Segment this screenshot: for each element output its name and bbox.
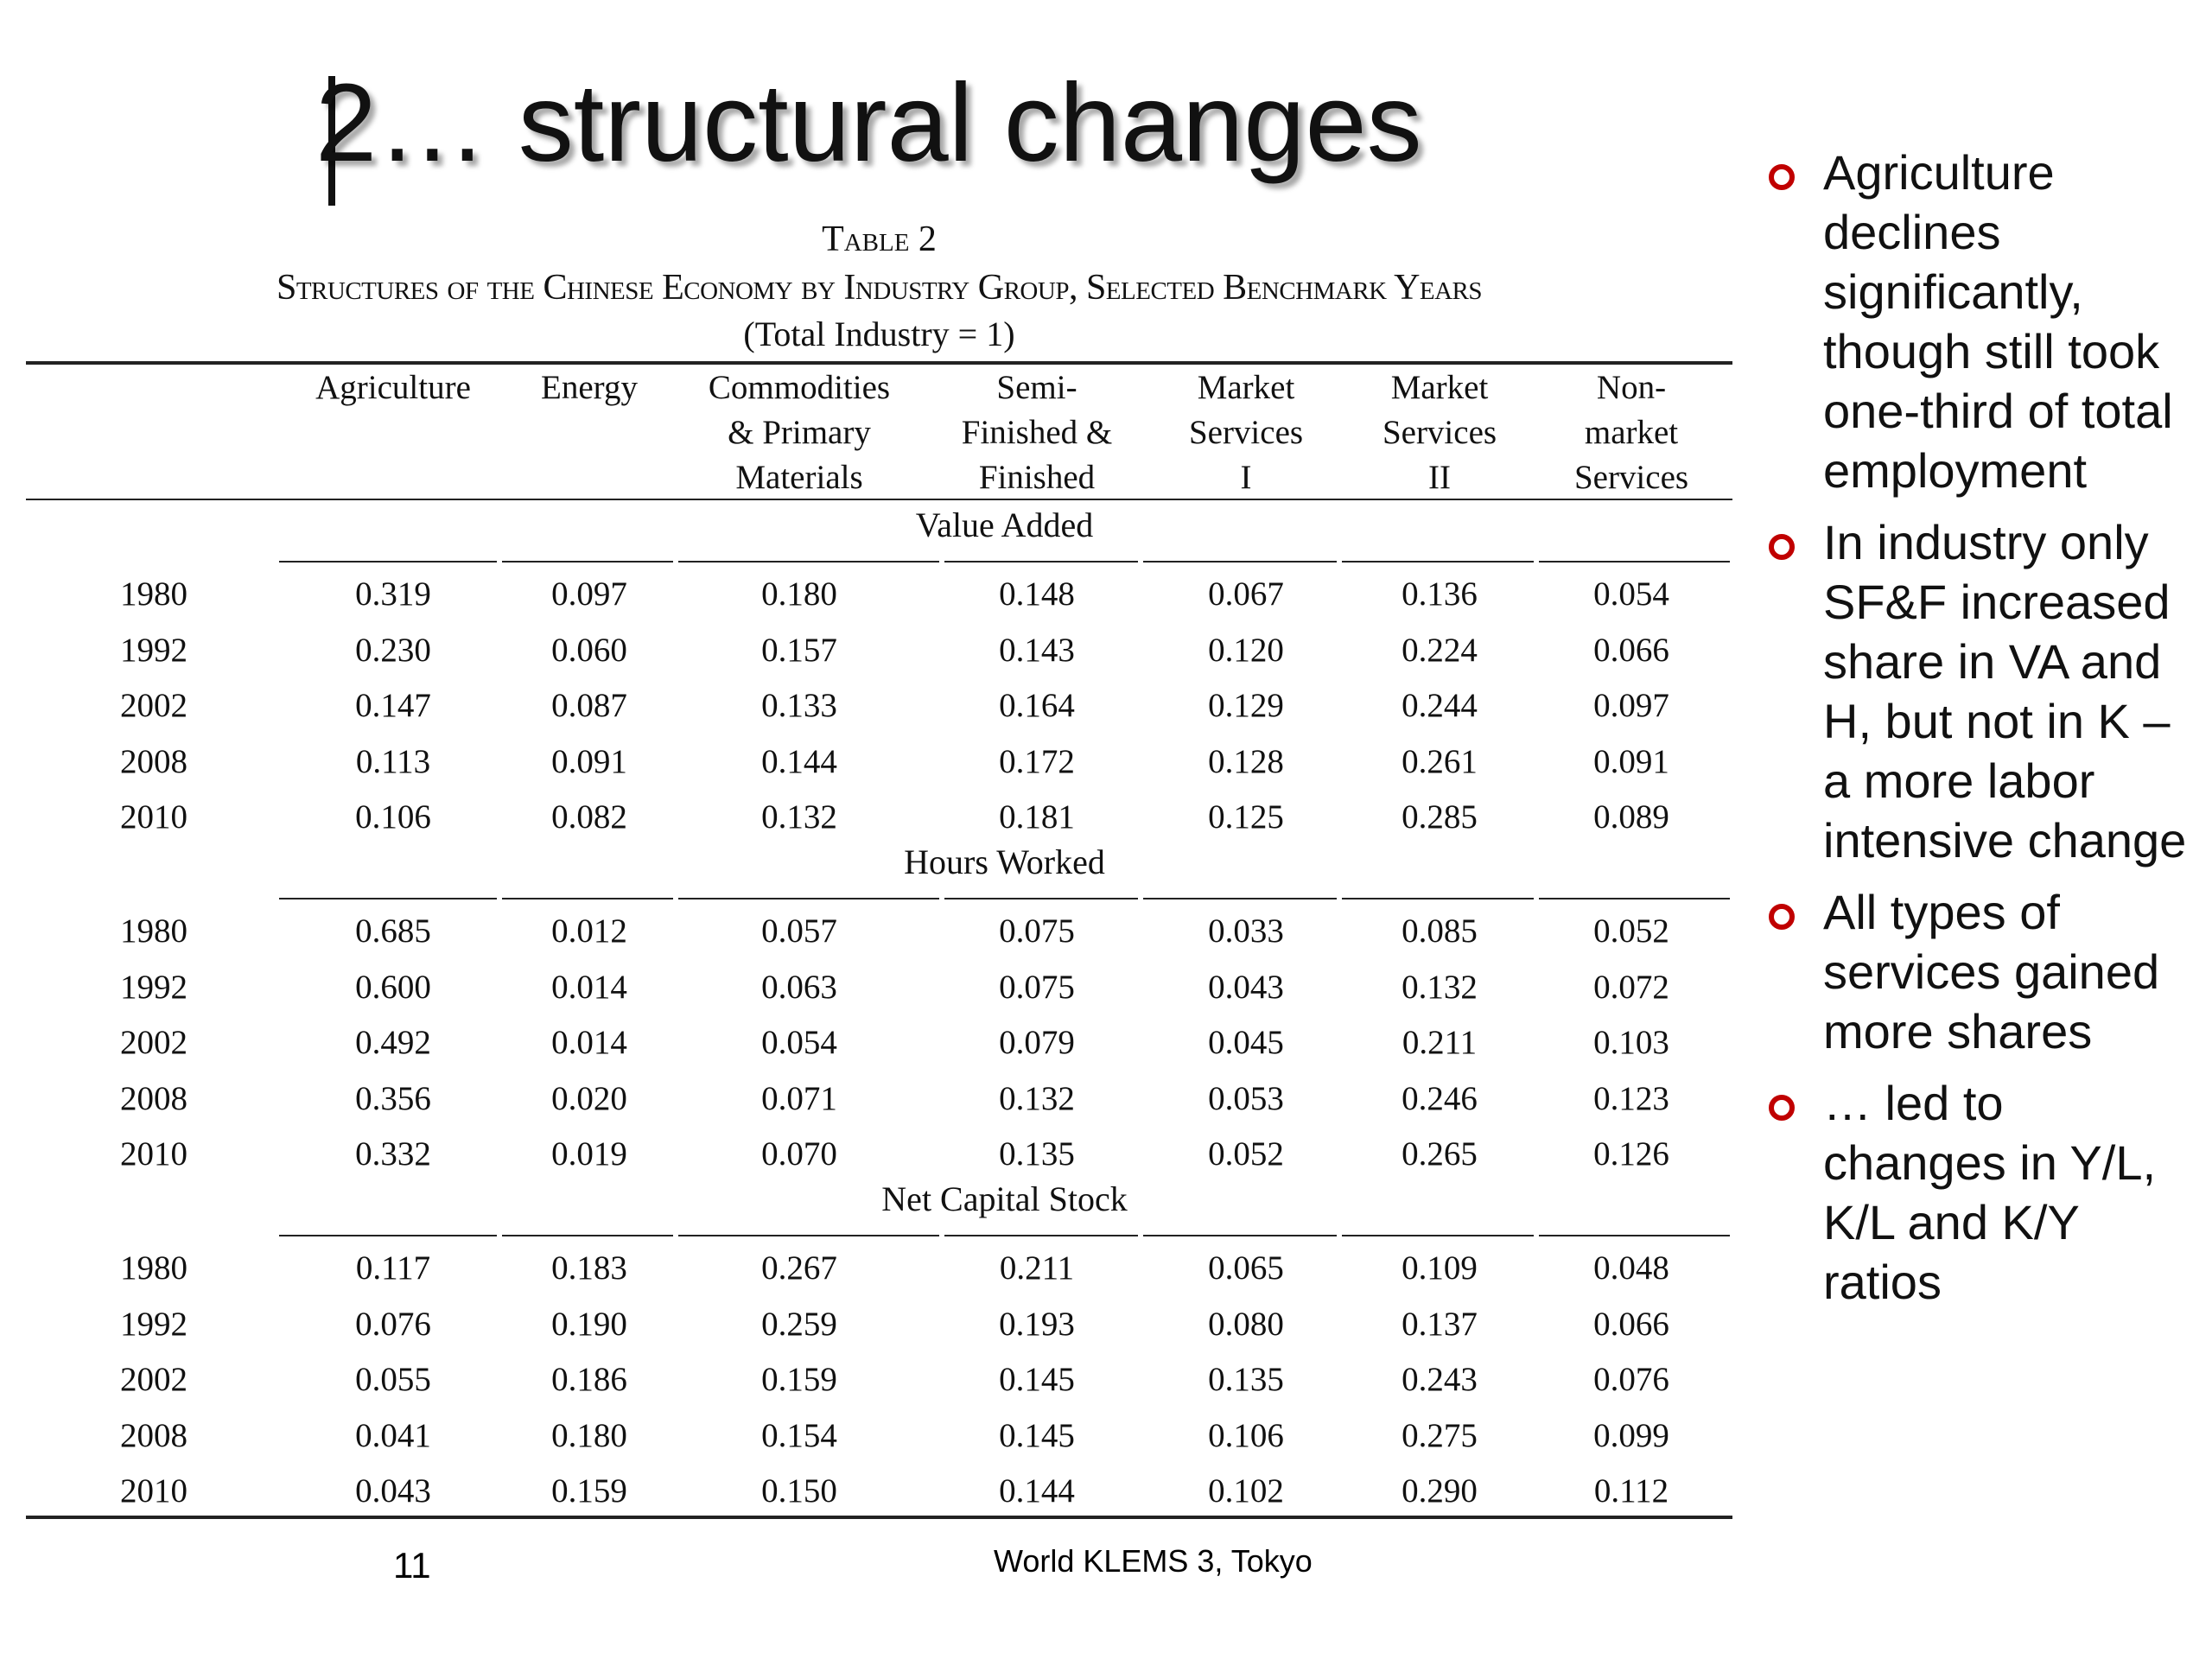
section-rule-segment — [944, 1235, 1138, 1236]
table-cell: 0.112 — [1593, 1472, 1669, 1510]
column-header — [1502, 365, 1761, 500]
table-cell: 0.145 — [999, 1361, 1075, 1398]
table-cell: 0.290 — [1402, 1472, 1478, 1510]
table-cell: 0.067 — [1208, 575, 1284, 613]
table-cell: 0.230 — [355, 631, 431, 669]
column-header-line: Services — [1188, 414, 1304, 451]
table-cell: 0.190 — [551, 1305, 627, 1343]
table-cell: 0.071 — [761, 1079, 837, 1117]
bullet-item — [1767, 512, 2199, 870]
column-header-line: I — [1240, 459, 1252, 496]
row-year: 1980 — [120, 1249, 188, 1287]
section-rule-segment — [502, 561, 673, 563]
circle-bullet-icon — [1769, 164, 1795, 190]
bullet-text: Agriculture declines significantly, though still took one-third of total employment — [1823, 145, 2173, 498]
table-cell: 0.211 — [999, 1249, 1075, 1287]
section-rule-segment — [1539, 1235, 1730, 1236]
table-cell: 0.080 — [1208, 1305, 1284, 1343]
row-year: 2002 — [120, 687, 188, 724]
table-cell: 0.060 — [551, 631, 627, 669]
column-header-line: Services — [1382, 414, 1497, 451]
section-rule-segment — [1342, 1235, 1534, 1236]
section-rule-segment — [279, 898, 497, 899]
column-header-line: Finished — [978, 459, 1096, 496]
table-cell: 0.014 — [551, 968, 627, 1006]
row-year: 1980 — [120, 575, 188, 613]
section-rule-segment — [944, 561, 1138, 563]
table-top-rule — [26, 361, 1732, 365]
column-header-line: Materials — [735, 459, 863, 496]
table-cell: 0.091 — [551, 742, 627, 780]
table-cell: 0.180 — [551, 1416, 627, 1454]
table-cell: 0.075 — [999, 968, 1075, 1006]
table-cell: 0.157 — [761, 631, 837, 669]
table-caption: Structures of the Chinese Economy by Industry Group, Selected Benchmark Years — [276, 268, 1483, 308]
table-cell: 0.150 — [761, 1472, 837, 1510]
table-cell: 0.164 — [999, 687, 1075, 724]
table-cell: 0.089 — [1593, 798, 1669, 836]
section-rule-segment — [279, 561, 497, 563]
table-cell: 0.082 — [551, 798, 627, 836]
table-cell: 0.244 — [1402, 687, 1478, 724]
section-rule-segment — [1143, 561, 1337, 563]
column-header-line: Finished & — [961, 414, 1113, 451]
column-header-line: Commodities — [708, 369, 891, 406]
section-label: Hours Worked — [904, 842, 1105, 881]
table-cell: 0.070 — [761, 1135, 837, 1173]
table-cell: 0.097 — [1593, 687, 1669, 724]
circle-bullet-icon — [1769, 534, 1795, 560]
table-cell: 0.123 — [1593, 1079, 1669, 1117]
row-year: 2008 — [120, 1416, 188, 1454]
circle-bullet-icon — [1769, 904, 1795, 930]
bullet-list — [1767, 143, 2199, 1324]
table-cell: 0.053 — [1208, 1079, 1284, 1117]
section-rule-segment — [279, 1235, 497, 1236]
section-rule-segment — [1539, 898, 1730, 899]
table-cell: 0.033 — [1208, 912, 1284, 950]
table-cell: 0.014 — [551, 1024, 627, 1061]
row-year: 2008 — [120, 1079, 188, 1117]
table-bottom-rule — [26, 1516, 1732, 1519]
table-cell: 0.211 — [1402, 1024, 1478, 1061]
table-cell: 0.135 — [1208, 1361, 1284, 1398]
table-cell: 0.492 — [355, 1024, 431, 1061]
table-cell: 0.129 — [1208, 687, 1284, 724]
table-cell: 0.154 — [761, 1416, 837, 1454]
row-year: 2002 — [120, 1361, 188, 1398]
section-rule-segment — [1342, 561, 1534, 563]
slide-title: 2… structural changes — [315, 61, 1422, 185]
table-cell: 0.133 — [761, 687, 837, 724]
section-label: Net Capital Stock — [881, 1179, 1128, 1218]
table-cell: 0.600 — [355, 968, 431, 1006]
table-cell: 0.085 — [1402, 912, 1478, 950]
bullet-text: All types of services gained more shares — [1823, 885, 2160, 1058]
table-cell: 0.120 — [1208, 631, 1284, 669]
row-year: 1980 — [120, 912, 188, 950]
table-cell: 0.137 — [1402, 1305, 1478, 1343]
table-name: Table 2 — [822, 219, 937, 259]
column-header-line: Services — [1573, 459, 1689, 496]
table-cell: 0.066 — [1593, 631, 1669, 669]
table-cell: 0.685 — [355, 912, 431, 950]
table-cell: 0.132 — [999, 1079, 1075, 1117]
section-rule-segment — [1143, 898, 1337, 899]
bullet-text: … led to changes in Y/L, K/L and K/Y ratios — [1823, 1076, 2157, 1309]
table-cell: 0.259 — [761, 1305, 837, 1343]
table-cell: 0.076 — [355, 1305, 431, 1343]
table-cell: 0.265 — [1402, 1135, 1478, 1173]
table-cell: 0.180 — [761, 575, 837, 613]
section-rule-segment — [944, 898, 1138, 899]
section-rule-segment — [1143, 1235, 1337, 1236]
column-header-line: Semi- — [996, 369, 1077, 406]
table-cell: 0.087 — [551, 687, 627, 724]
column-header-line: Market — [1390, 369, 1489, 406]
row-year: 1992 — [120, 1305, 188, 1343]
table-cell: 0.159 — [551, 1472, 627, 1510]
table-cell: 0.048 — [1593, 1249, 1669, 1287]
table-cell: 0.319 — [355, 575, 431, 613]
table-cell: 0.132 — [761, 798, 837, 836]
bullet-item — [1767, 882, 2199, 1061]
row-year: 1992 — [120, 968, 188, 1006]
table-cell: 0.183 — [551, 1249, 627, 1287]
table-cell: 0.181 — [999, 798, 1075, 836]
column-header-line: Market — [1197, 369, 1295, 406]
section-rule-segment — [1342, 898, 1534, 899]
table-cell: 0.066 — [1593, 1305, 1669, 1343]
table-cell: 0.063 — [761, 968, 837, 1006]
table-cell: 0.055 — [355, 1361, 431, 1398]
table-cell: 0.186 — [551, 1361, 627, 1398]
table-cell: 0.012 — [551, 912, 627, 950]
table-cell: 0.243 — [1402, 1361, 1478, 1398]
table-cell: 0.076 — [1593, 1361, 1669, 1398]
section-rule-segment — [1539, 561, 1730, 563]
column-header — [670, 365, 929, 500]
section-rule-segment — [502, 1235, 673, 1236]
bullet-item — [1767, 143, 2199, 500]
table-cell: 0.144 — [999, 1472, 1075, 1510]
table-cell: 0.285 — [1402, 798, 1478, 836]
table-cell: 0.159 — [761, 1361, 837, 1398]
table-cell: 0.102 — [1208, 1472, 1284, 1510]
table-cell: 0.043 — [1208, 968, 1284, 1006]
table-cell: 0.113 — [355, 742, 431, 780]
section-label: Value Added — [915, 505, 1094, 544]
table-cell: 0.275 — [1402, 1416, 1478, 1454]
table-cell: 0.020 — [551, 1079, 627, 1117]
table-cell: 0.079 — [999, 1024, 1075, 1061]
table-cell: 0.106 — [355, 798, 431, 836]
row-year: 2010 — [120, 798, 188, 836]
header-bottom-rule — [26, 499, 1732, 500]
column-header-line: Agriculture — [315, 369, 471, 406]
table-cell: 0.132 — [1402, 968, 1478, 1006]
table-cell: 0.125 — [1208, 798, 1284, 836]
table-note: (Total Industry = 1) — [743, 315, 1015, 353]
section-rule-segment — [678, 898, 939, 899]
footer-text: World KLEMS 3, Tokyo — [994, 1543, 1313, 1579]
section-rule-segment — [678, 1235, 939, 1236]
table-cell: 0.043 — [355, 1472, 431, 1510]
table-cell: 0.136 — [1402, 575, 1478, 613]
row-year: 2002 — [120, 1024, 188, 1061]
table-cell: 0.128 — [1208, 742, 1284, 780]
bullet-text: In industry only SF&F increased share in VA and H, but not in K – a more labor intensive change — [1823, 515, 2187, 868]
table-cell: 0.246 — [1402, 1079, 1478, 1117]
row-year: 2008 — [120, 742, 188, 780]
table-cell: 0.041 — [355, 1416, 431, 1454]
table-cell: 0.332 — [355, 1135, 431, 1173]
table-cell: 0.144 — [761, 742, 837, 780]
column-header-line: Non- — [1596, 369, 1667, 406]
table-cell: 0.126 — [1593, 1135, 1669, 1173]
column-header-line: II — [1428, 459, 1451, 496]
table-cell: 0.143 — [999, 631, 1075, 669]
table-cell: 0.052 — [1593, 912, 1669, 950]
column-header-line: Energy — [541, 369, 638, 406]
table-cell: 0.172 — [999, 742, 1075, 780]
section-rule-segment — [678, 561, 939, 563]
table-cell: 0.091 — [1593, 742, 1669, 780]
table-cell: 0.072 — [1593, 968, 1669, 1006]
table-cell: 0.097 — [551, 575, 627, 613]
bullet-item — [1767, 1073, 2199, 1312]
table-cell: 0.224 — [1402, 631, 1478, 669]
table-cell: 0.193 — [999, 1305, 1075, 1343]
circle-bullet-icon — [1769, 1095, 1795, 1121]
table-cell: 0.054 — [1593, 575, 1669, 613]
table-cell: 0.106 — [1208, 1416, 1284, 1454]
table-cell: 0.267 — [761, 1249, 837, 1287]
table-cell: 0.117 — [355, 1249, 431, 1287]
row-year: 2010 — [120, 1472, 188, 1510]
table-cell: 0.261 — [1402, 742, 1478, 780]
table-cell: 0.054 — [761, 1024, 837, 1061]
column-header-line: & Primary — [728, 414, 871, 451]
table-cell: 0.019 — [551, 1135, 627, 1173]
table-cell: 0.065 — [1208, 1249, 1284, 1287]
structure-table — [26, 219, 1732, 1532]
table-cell: 0.052 — [1208, 1135, 1284, 1173]
table-cell: 0.099 — [1593, 1416, 1669, 1454]
column-header-line: market — [1584, 414, 1679, 451]
table-cell: 0.135 — [999, 1135, 1075, 1173]
table-cell: 0.356 — [355, 1079, 431, 1117]
table-cell: 0.045 — [1208, 1024, 1284, 1061]
table-cell: 0.109 — [1402, 1249, 1478, 1287]
row-year: 1992 — [120, 631, 188, 669]
row-year: 2010 — [120, 1135, 188, 1173]
page-number: 11 — [393, 1545, 431, 1586]
table-cell: 0.103 — [1593, 1024, 1669, 1061]
table-cell: 0.148 — [999, 575, 1075, 613]
table-cell: 0.057 — [761, 912, 837, 950]
table-cell: 0.145 — [999, 1416, 1075, 1454]
section-rule-segment — [502, 898, 673, 899]
table-cell: 0.147 — [355, 687, 431, 724]
table-cell: 0.075 — [999, 912, 1075, 950]
